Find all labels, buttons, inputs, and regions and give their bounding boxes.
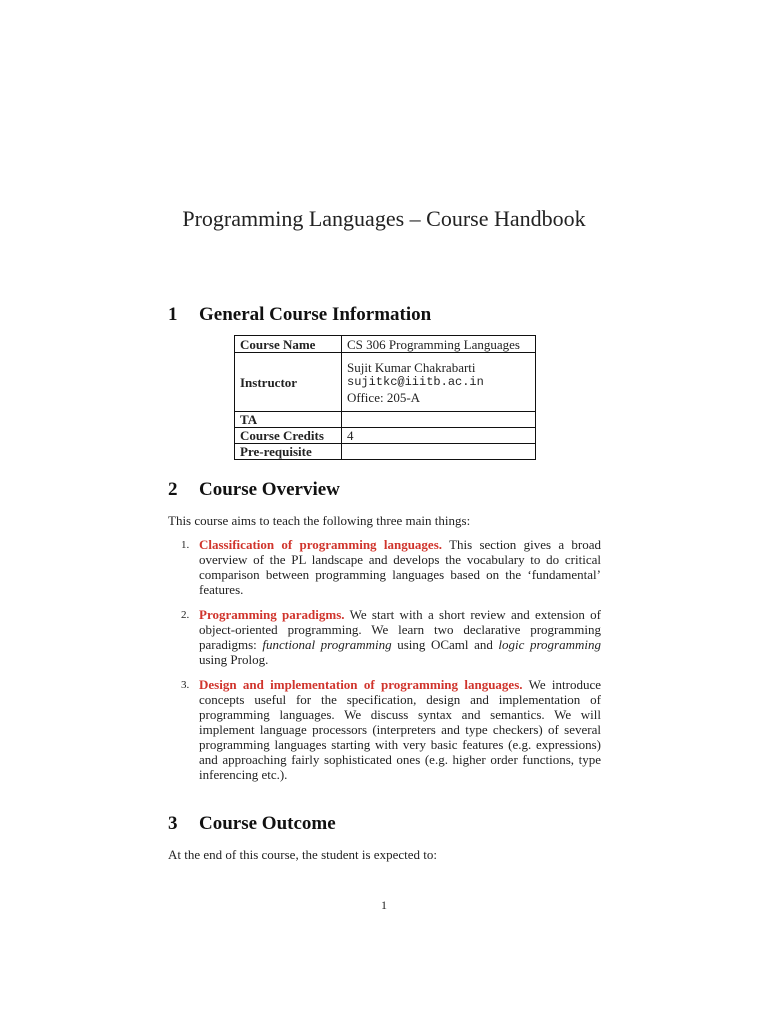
item-text: This section gives a broad overview of the PL landscape and develops the vocabulary to do critical comparison between programming languages based on the ‘fundamental’ features. bbox=[199, 537, 601, 597]
page-number: 1 bbox=[381, 898, 387, 912]
section-heading-general-info bbox=[168, 304, 431, 326]
section-heading-outcome bbox=[168, 813, 336, 835]
section-heading-overview bbox=[168, 479, 340, 501]
overview-list bbox=[181, 537, 602, 792]
instructor-name: Sujit Kumar Chakrabarti bbox=[347, 359, 476, 375]
item-heading: Programming paradigms. bbox=[199, 607, 345, 622]
list-marker: 3. bbox=[181, 679, 190, 691]
item-text: using Prolog. bbox=[199, 652, 269, 667]
section-number: 3 bbox=[168, 813, 178, 834]
item-heading: Design and implementation of programming languages. bbox=[199, 677, 523, 692]
prereq-value bbox=[342, 444, 536, 460]
document-title: Programming Languages – Course Handbook bbox=[182, 206, 586, 231]
prereq-label: Pre-requisite bbox=[235, 444, 342, 460]
instructor-value bbox=[342, 353, 536, 412]
item-emphasis: logic programming bbox=[498, 637, 602, 652]
ta-label: TA bbox=[235, 412, 342, 428]
section-number: 2 bbox=[168, 479, 178, 500]
list-marker: 2. bbox=[181, 609, 190, 621]
list-marker: 1. bbox=[181, 539, 190, 551]
overview-intro: This course aims to teach the following three main things: bbox=[168, 513, 471, 528]
section-number: 1 bbox=[168, 304, 178, 325]
course-name-label: Course Name bbox=[235, 336, 342, 353]
credits-label: Course Credits bbox=[235, 428, 342, 444]
table-row bbox=[235, 444, 536, 460]
item-heading: Classification of programming languages. bbox=[199, 537, 443, 552]
table-row bbox=[235, 336, 536, 353]
instructor-email: sujitkc@iiitb.ac.in bbox=[347, 374, 484, 389]
list-item bbox=[181, 537, 601, 597]
ta-value bbox=[342, 412, 536, 428]
table-row bbox=[235, 428, 536, 444]
credits-value: 4 bbox=[342, 428, 536, 444]
item-text: We introduce concepts useful for the specification, design and implementation of programming languages. We discuss syntax and semantics. We will implement language processors (interpreters and type checkers) of several programming languages starting with very basic features (e.g. expressions) and approaching fairly sophisticated ones (e.g. higher order functions, type inferencing etc.). bbox=[199, 677, 602, 782]
instructor-office: Office: 205-A bbox=[347, 389, 421, 405]
list-item bbox=[181, 677, 602, 782]
item-text: using OCaml and bbox=[391, 637, 499, 652]
item-emphasis: functional programming bbox=[262, 637, 392, 652]
list-item bbox=[181, 607, 602, 667]
table-row bbox=[235, 412, 536, 428]
instructor-label: Instructor bbox=[235, 353, 342, 412]
section-title: Course Overview bbox=[199, 479, 340, 500]
section-title: Course Outcome bbox=[199, 813, 336, 834]
outcome-intro: At the end of this course, the student is expected to: bbox=[168, 847, 437, 862]
course-name-value: CS 306 Programming Languages bbox=[342, 336, 536, 353]
section-title: General Course Information bbox=[199, 304, 432, 325]
course-info-table bbox=[234, 335, 536, 460]
item-text: We start with a short review and extension of object-oriented programming. We learn two declarative programming paradigms: bbox=[199, 607, 601, 652]
table-row bbox=[235, 353, 536, 412]
